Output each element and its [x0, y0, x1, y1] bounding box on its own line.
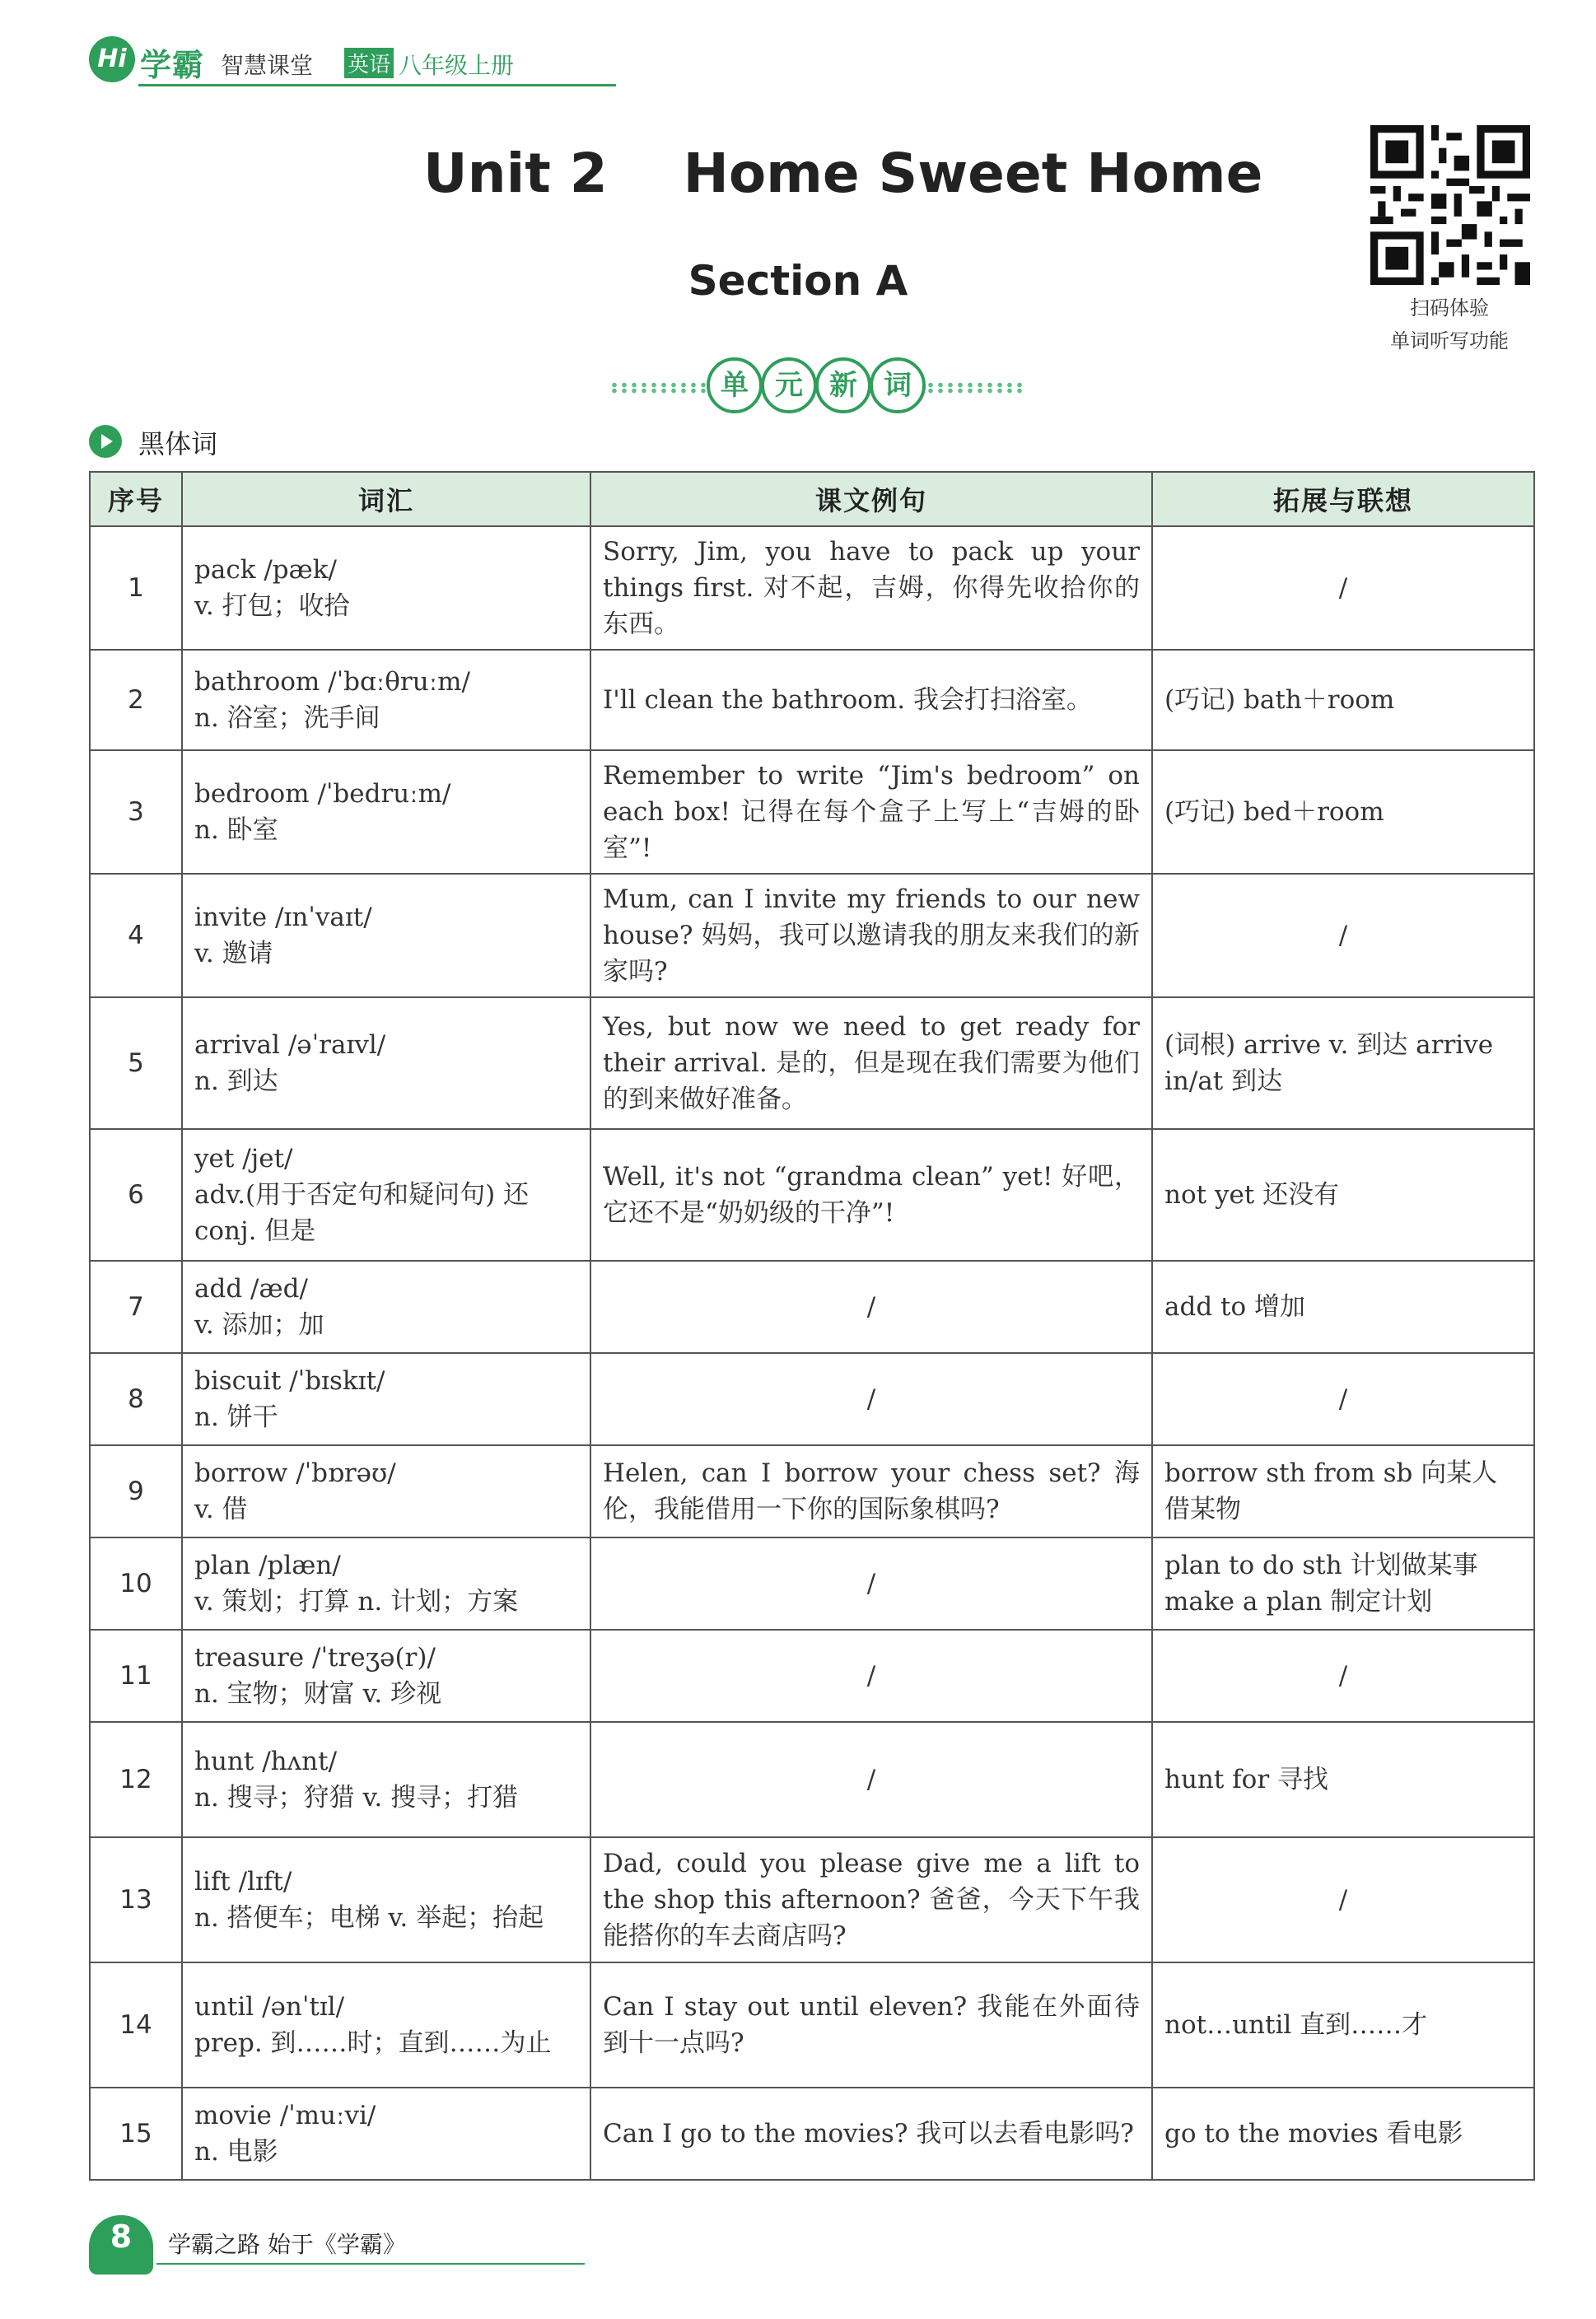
- bold-words-label: 黑体词: [138, 428, 218, 460]
- series-name: 智慧课堂: [221, 52, 314, 79]
- extension-note: not…until 直到……才: [1152, 1962, 1534, 2088]
- example-sentence: /: [590, 1261, 1152, 1353]
- phonetic: /ˈmuːvi/: [279, 2101, 376, 2130]
- row-number: 3: [90, 750, 182, 874]
- word-line: [194, 899, 578, 936]
- word-line: [194, 2097, 578, 2134]
- extension-note: /: [1152, 1353, 1534, 1445]
- word-meaning: v. 借: [194, 1495, 248, 1524]
- example-sentence: Dad, could you please give me a lift to the shop this afternoon? 爸爸，今天下午我能搭你的车去商店吗?: [590, 1837, 1152, 1962]
- word-line: [194, 776, 578, 812]
- word: biscuit: [194, 1366, 282, 1396]
- heading-char-2: 元: [761, 357, 817, 413]
- example-sentence: Remember to write “Jim's bedroom” on each box! 记得在每个盒子上写上“吉姆的卧室”!: [590, 750, 1152, 874]
- word-cell: [182, 1129, 590, 1261]
- table-row: [90, 1129, 1534, 1261]
- word-meaning: v. 邀请: [194, 939, 273, 968]
- extension-note: hunt for 寻找: [1152, 1722, 1534, 1837]
- word-meaning: n. 饼干: [194, 1402, 278, 1432]
- extension-note: add to 增加: [1152, 1261, 1534, 1353]
- word-cell: [182, 1445, 590, 1537]
- phonetic: /lɪft/: [238, 1867, 292, 1897]
- word: invite: [194, 903, 268, 932]
- word: pack: [194, 555, 256, 585]
- extension-note: /: [1152, 874, 1534, 997]
- row-number: 15: [90, 2088, 182, 2180]
- table-row: [90, 2088, 1534, 2180]
- phonetic: /ˈbɑːθruːm/: [328, 667, 470, 697]
- row-number: 5: [90, 997, 182, 1129]
- word-cell: [182, 874, 590, 997]
- table-row: [90, 526, 1534, 650]
- word-meaning: v. 策划；打算 n. 计划；方案: [194, 1587, 519, 1617]
- footer-slogan: 学霸之路 始于《学霸》: [168, 2231, 406, 2258]
- heading-char-4: 词: [870, 357, 926, 413]
- word-meaning: n. 电影: [194, 2137, 278, 2167]
- word-cell: [182, 997, 590, 1129]
- word: plan: [194, 1551, 251, 1580]
- example-sentence: Well, it's not “grandma clean” yet! 好吧，它还不是“奶奶级的干净”!: [590, 1129, 1152, 1261]
- word-line: [194, 1547, 578, 1584]
- header-example: 课文例句: [590, 472, 1152, 526]
- header-number: 序号: [90, 472, 182, 526]
- phonetic: /plæn/: [259, 1551, 341, 1580]
- header-underline: [138, 84, 616, 86]
- phonetic: /ənˈtɪl/: [262, 1992, 345, 2022]
- word-meaning: n. 宝物；财富 v. 珍视: [194, 1679, 442, 1709]
- table-header-row: [90, 472, 1534, 526]
- word-meaning: n. 卧室: [194, 815, 278, 845]
- word-line: [194, 1743, 578, 1780]
- word: movie: [194, 2101, 272, 2130]
- word: add: [194, 1274, 243, 1304]
- word-cell: [182, 1630, 590, 1722]
- unit-name: Home Sweet Home: [683, 142, 1263, 205]
- table-body: [90, 526, 1534, 2180]
- decorative-dots-left: [609, 382, 708, 394]
- word-line: [194, 1455, 578, 1491]
- word-line: [194, 1864, 578, 1900]
- example-sentence: /: [590, 1537, 1152, 1630]
- word-line: [194, 1989, 578, 2025]
- row-number: 6: [90, 1129, 182, 1261]
- phonetic: /əˈraɪvl/: [287, 1030, 386, 1060]
- example-sentence: /: [590, 1630, 1152, 1722]
- extension-note: (词根) arrive v. 到达 arrive in/at 到达: [1152, 997, 1534, 1129]
- phonetic: /ˈbedruːm/: [317, 779, 451, 809]
- word-meaning: n. 搜寻；狩猎 v. 搜寻；打猎: [194, 1783, 519, 1813]
- table-row: [90, 1837, 1534, 1962]
- table-row: [90, 650, 1534, 750]
- unit-title: [423, 142, 1262, 205]
- word: borrow: [194, 1458, 288, 1488]
- table-row: [90, 874, 1534, 997]
- decorative-dots-right: [926, 382, 1024, 394]
- row-number: 4: [90, 874, 182, 997]
- row-number: 2: [90, 650, 182, 750]
- extension-note: /: [1152, 1630, 1534, 1722]
- word-cell: [182, 650, 590, 750]
- word: yet: [194, 1144, 235, 1173]
- word: bathroom: [194, 667, 320, 697]
- example-sentence: I'll clean the bathroom. 我会打扫浴室。: [590, 650, 1152, 750]
- unit-new-words-heading: [609, 357, 1021, 418]
- word-line: [194, 1141, 578, 1177]
- word: arrival: [194, 1030, 280, 1060]
- word-meaning: v. 打包；收拾: [194, 591, 350, 621]
- heading-char-3: 新: [815, 357, 871, 413]
- word-cell: [182, 1353, 590, 1445]
- word-line: [194, 1271, 578, 1307]
- word-meaning: v. 添加；加: [194, 1310, 324, 1340]
- extension-note: borrow sth from sb 向某人借某物: [1152, 1445, 1534, 1537]
- play-arrow-icon: [89, 425, 122, 458]
- table-row: [90, 1630, 1534, 1722]
- extension-note: (巧记) bed＋room: [1152, 750, 1534, 874]
- word-cell: [182, 1837, 590, 1962]
- header-extension: 拓展与联想: [1152, 472, 1534, 526]
- word-cell: [182, 750, 590, 874]
- phonetic: /ˈbɒrəʊ/: [296, 1458, 396, 1488]
- table-row: [90, 1445, 1534, 1537]
- word-cell: [182, 1962, 590, 2088]
- qr-code-icon[interactable]: [1370, 125, 1530, 285]
- phonetic: /ˈbɪskɪt/: [289, 1366, 385, 1396]
- word-line: [194, 1363, 578, 1399]
- word-cell: [182, 1261, 590, 1353]
- example-sentence: /: [590, 1353, 1152, 1445]
- example-sentence: Helen, can I borrow your chess set? 海伦，我能借用一下你的国际象棋吗?: [590, 1445, 1152, 1537]
- subject-tag: 英语: [344, 48, 394, 78]
- word-line: [194, 552, 578, 588]
- page-number: 8: [110, 2219, 133, 2255]
- header-word: 词汇: [182, 472, 590, 526]
- word-line: [194, 1640, 578, 1676]
- row-number: 11: [90, 1630, 182, 1722]
- phonetic: /ˈtreʒə(r)/: [312, 1643, 436, 1673]
- table-row: [90, 1962, 1534, 2088]
- vocabulary-table: [89, 471, 1535, 2181]
- table-row: [90, 1537, 1534, 1630]
- word-meaning: n. 浴室；洗手间: [194, 703, 380, 733]
- table-row: [90, 1261, 1534, 1353]
- row-number: 7: [90, 1261, 182, 1353]
- phonetic: /hʌnt/: [262, 1747, 338, 1776]
- word: bedroom: [194, 779, 310, 809]
- footer-underline: [156, 2263, 585, 2265]
- word-line: [194, 1027, 578, 1063]
- word-cell: [182, 1537, 590, 1630]
- brand-name: 学霸: [140, 47, 205, 83]
- example-sentence: Can I go to the movies? 我可以去看电影吗?: [590, 2088, 1152, 2180]
- row-number: 12: [90, 1722, 182, 1837]
- word: treasure: [194, 1643, 305, 1673]
- word: hunt: [194, 1747, 254, 1776]
- row-number: 13: [90, 1837, 182, 1962]
- word-meaning: n. 搭便车；电梯 v. 举起；抬起: [194, 1903, 544, 1933]
- qr-caption-line1: 扫码体验: [1410, 296, 1489, 320]
- phonetic: /pæk/: [264, 555, 337, 585]
- word-meaning: n. 到达: [194, 1066, 278, 1096]
- word-cell: [182, 526, 590, 650]
- extension-note: /: [1152, 526, 1534, 650]
- row-number: 14: [90, 1962, 182, 2088]
- row-number: 1: [90, 526, 182, 650]
- row-number: 9: [90, 1445, 182, 1537]
- section-title: Section A: [688, 257, 908, 305]
- table-row: [90, 1722, 1534, 1837]
- example-sentence: Sorry, Jim, you have to pack up your things first. 对不起，吉姆，你得先收拾你的东西。: [590, 526, 1152, 650]
- extension-note: plan to do sth 计划做某事 make a plan 制定计划: [1152, 1537, 1534, 1630]
- table-row: [90, 750, 1534, 874]
- word-cell: [182, 2088, 590, 2180]
- phonetic: /æd/: [250, 1274, 308, 1304]
- example-sentence: Can I stay out until eleven? 我能在外面待到十一点吗?: [590, 1962, 1152, 2088]
- qr-caption-line2: 单词听写功能: [1390, 329, 1509, 352]
- heading-char-1: 单: [707, 357, 763, 413]
- word: until: [194, 1992, 254, 2022]
- word-line: [194, 664, 578, 700]
- row-number: 8: [90, 1353, 182, 1445]
- extension-note: (巧记) bath＋room: [1152, 650, 1534, 750]
- phonetic: /jet/: [242, 1144, 293, 1173]
- table-row: [90, 997, 1534, 1129]
- grade-label: 八年级上册: [399, 52, 515, 79]
- series-header: [89, 36, 525, 86]
- word-cell: [182, 1722, 590, 1837]
- word-meaning: prep. 到……时；直到……为止: [194, 2028, 552, 2058]
- extension-note: /: [1152, 1837, 1534, 1962]
- word-meaning: adv.(用于否定句和疑问句) 还 conj. 但是: [194, 1180, 530, 1246]
- table-row: [90, 1353, 1534, 1445]
- brand-logo-icon: Hi: [89, 36, 135, 82]
- word: lift: [194, 1867, 231, 1897]
- unit-number: Unit 2: [423, 142, 608, 205]
- row-number: 10: [90, 1537, 182, 1630]
- extension-note: not yet 还没有: [1152, 1129, 1534, 1261]
- example-sentence: Mum, can I invite my friends to our new house? 妈妈，我可以邀请我的朋友来我们的新家吗?: [590, 874, 1152, 997]
- example-sentence: /: [590, 1722, 1152, 1837]
- extension-note: go to the movies 看电影: [1152, 2088, 1534, 2180]
- phonetic: /ɪnˈvaɪt/: [274, 903, 372, 932]
- example-sentence: Yes, but now we need to get ready for their arrival. 是的，但是现在我们需要为他们的到来做好准备。: [590, 997, 1152, 1129]
